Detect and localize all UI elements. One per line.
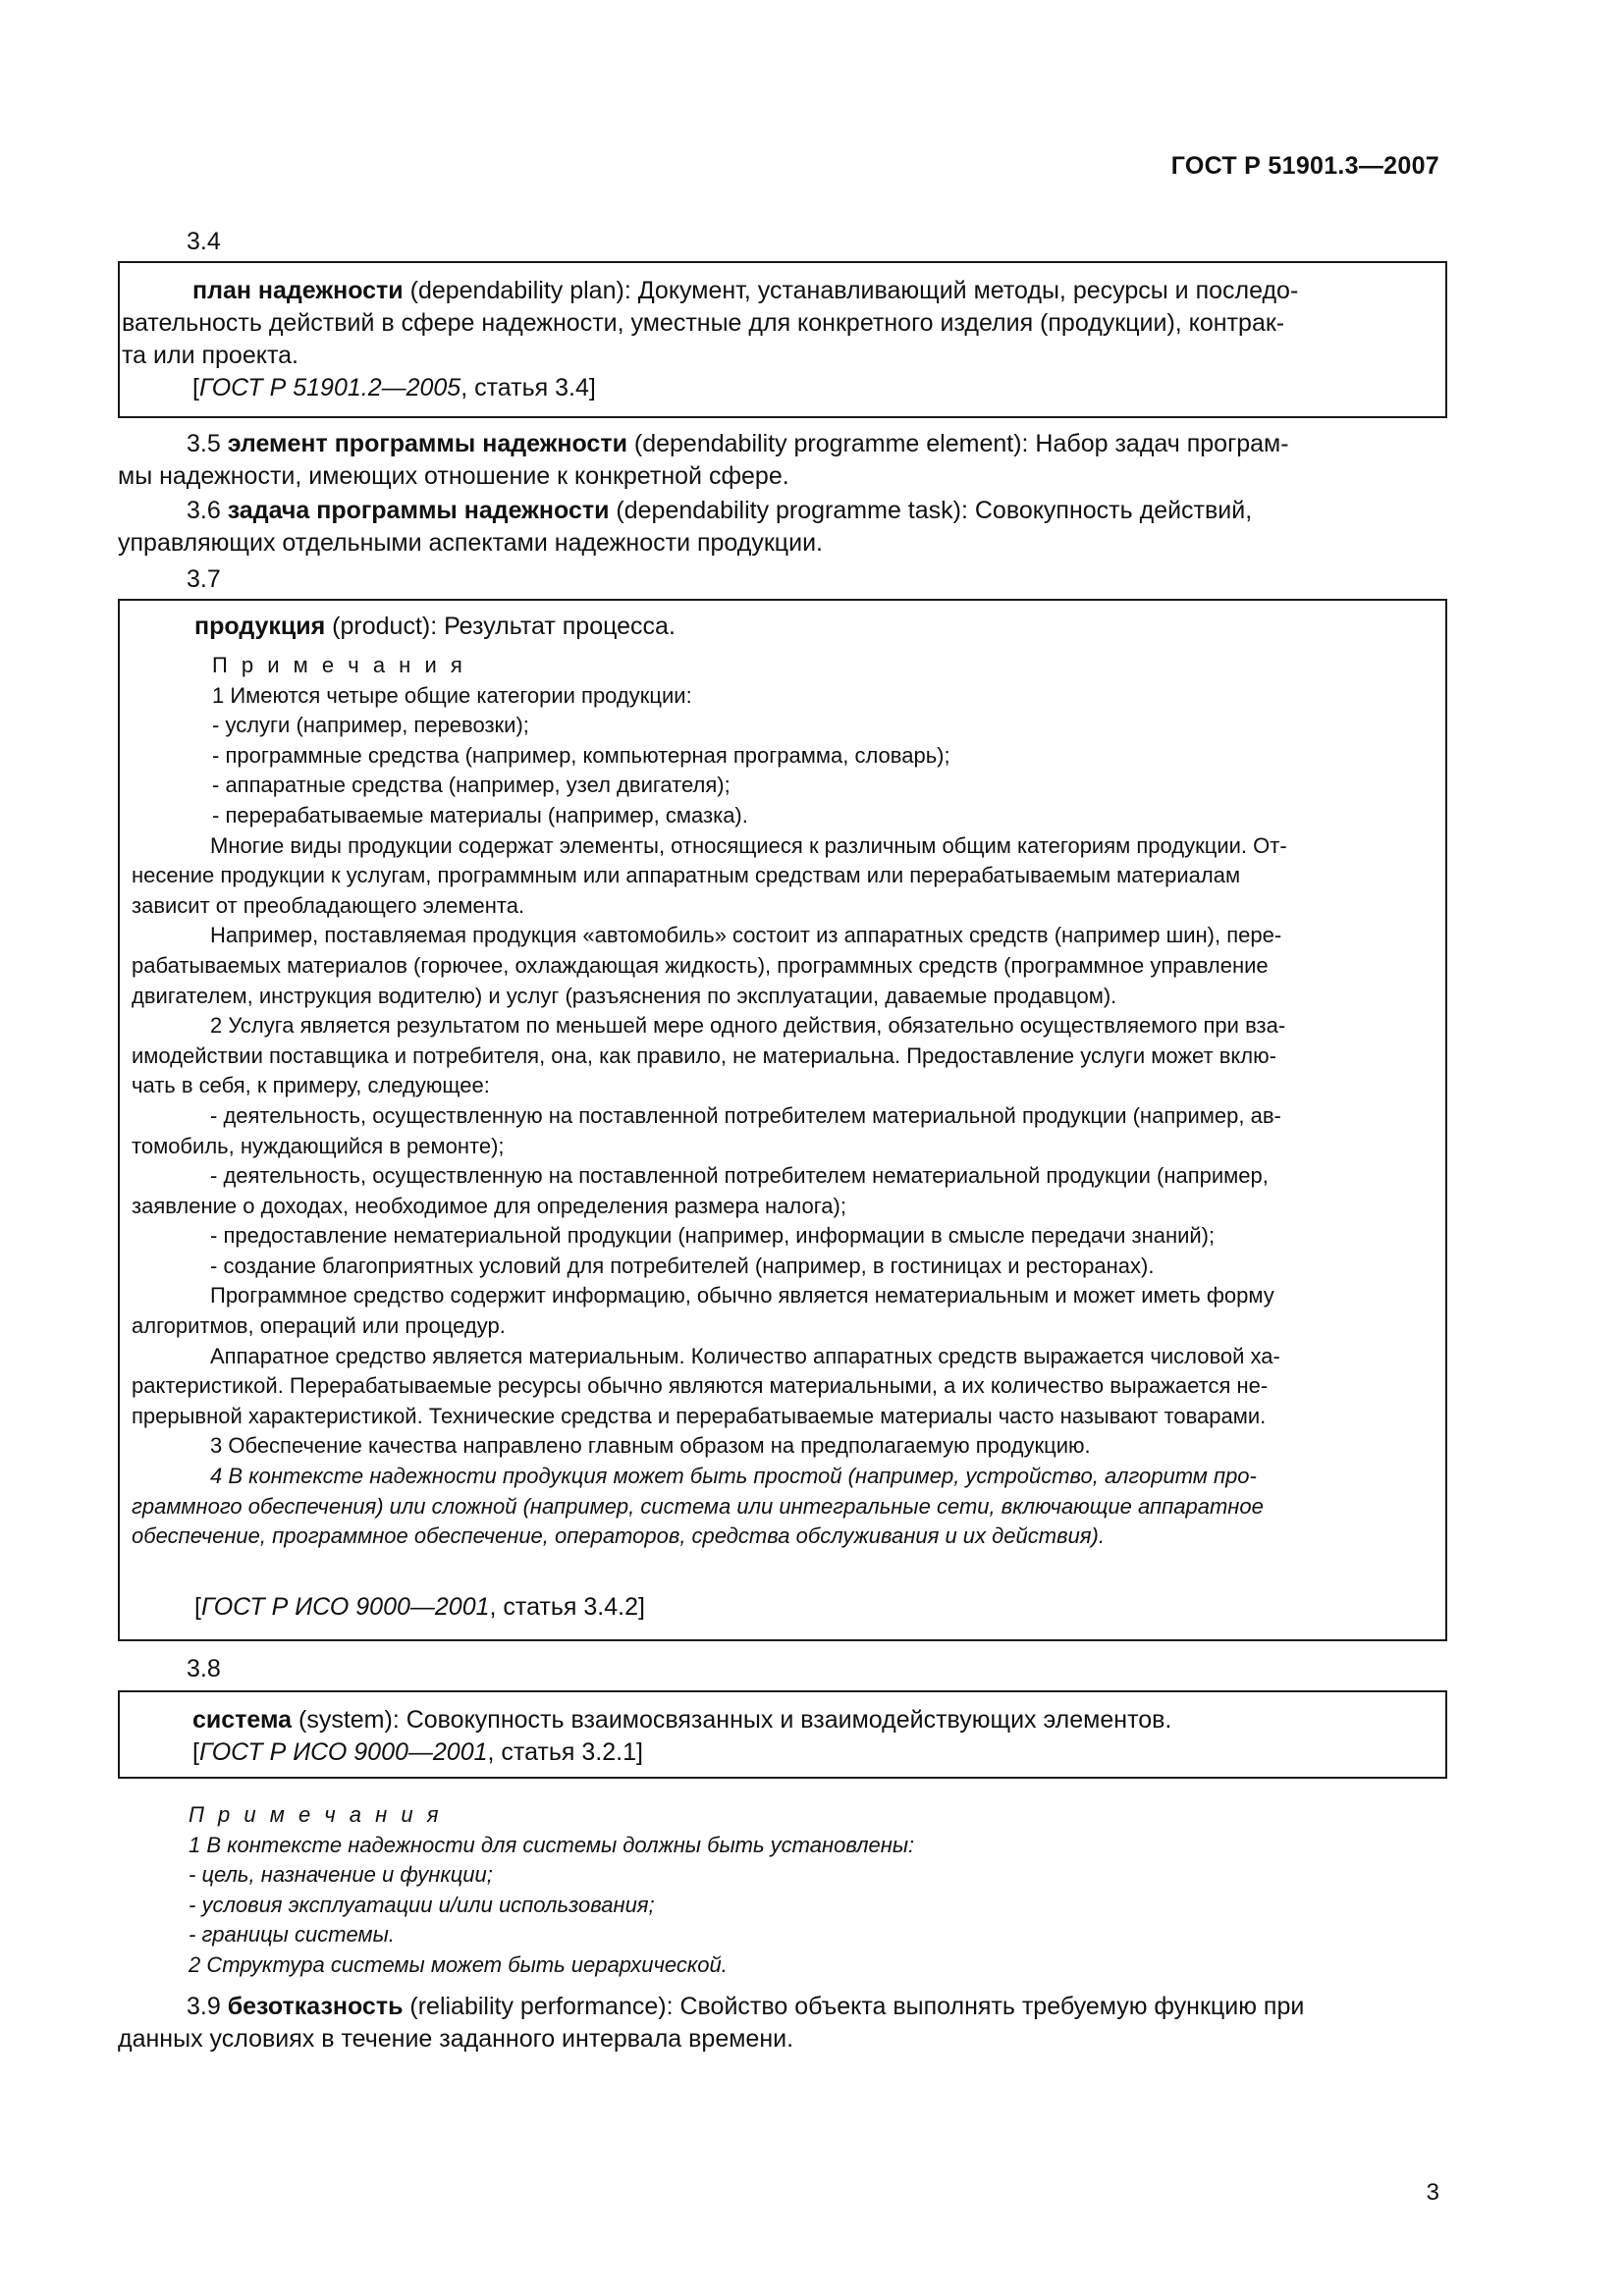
notes-3-8: П р и м е ч а н и я 1 В контексте надежности для системы должны быть установлены: - цель, назначение и функции; - условия эксплуатации и/или использования; - границы системы. 2 Структура системы может быть иерархической. [189, 1800, 1445, 1980]
definition-3-4-line3: та или проекта. [122, 342, 298, 369]
definition-3-4-line1: план надежности (dependability plan): Документ, устанавливающий методы, ресурсы и последо- [192, 277, 1299, 304]
reference-3-8: [ГОСТ Р ИСО 9000—2001, статья 3.2.1] [192, 1738, 643, 1766]
definition-box-3-8 [118, 1690, 1447, 1779]
definition-3-4-line2: вательность действий в сфере надежности, уместные для конкретного изделия (продукции), контрак- [122, 309, 1285, 337]
term-3-7: продукция [194, 613, 326, 640]
page-number: 3 [1426, 2179, 1439, 2206]
notes-title-3-8: П р и м е ч а н и я [189, 1802, 443, 1827]
notes-3-7: П р и м е ч а н и я 1 Имеются четыре общие категории продукции: - услуги (например, перевозки); - программные средства (например, компьютерная программа, словарь); - аппаратные средства (например, узел двигателя); - перерабатываемые материалы (например, смазка). Многие виды продукции содержат элементы, относящиеся к различным общим категориям продукции. От- несение продукции к услугам, программным или аппаратным средствам или перерабатываемым материалам зависит от преобладающего элемента. Например, поставляемая продукция «автомобиль» состоит из аппаратных средств (например шин), пере- рабатываемых материалов (горючее, охлаждающая жидкость), программных средств (программное управление двигателем, инструкция водителю) и услуг (разъяснения по эксплуатации, даваемые продавцом). 2 Услуга является результатом по меньшей мере одного действия, обязательно осуществляемого при вза- имодействии поставщика и потребителя, она, как правило, не материальна. Предоставление услуги может вклю- чать в себя, к примеру, следующее: - деятельность, осуществленную на поставленной потребителем материальной продукции (например, ав- томобиль, нуждающийся в ремонте); - деятельность, осуществленную на поставленной потребителем нематериальной продукции (например, заявление о доходах, необходимое для определения размера налога); - предоставление нематериальной продукции (например, информации в смысле передачи знаний); - создание благоприятных условий для потребителей (например, в гостиницах и ресторанах). Программное средство содержит информацию, обычно является нематериальным и может иметь форму алгоритмов, операций или процедур. Аппаратное средство является материальным. Количество аппаратных средств выражается числовой ха- рактеристикой. Перерабатываемые ресурсы обычно являются материальными, а их количество выражается не- прерывной характеристикой. Технические средства и перерабатываемые материалы часто называют товарами. 3 Обеспечение качества направлено главным образом на предполагаемую продукцию. 4 В контексте надежности продукция может быть простой (например, устройство, алгоритм про- граммного обеспечения) или сложной (например, система или интегральные сети, включающие аппаратное обеспечение, программное обеспечение, операторов, средства обслуживания и их действия). [132, 651, 1434, 1552]
term-3-4: план надежности [192, 277, 404, 304]
definition-box-3-7 [118, 599, 1447, 1641]
term-3-9: 3.9 безотказность (reliability performance): Свойство объекта выполнять требуемую функцию при данных условиях в течение заданного интервала времени. [118, 1993, 1305, 2053]
reference-3-4: [ГОСТ Р 51901.2—2005, статья 3.4] [192, 374, 596, 401]
definition-3-8: система (system): Совокупность взаимосвязанных и взаимодействующих элементов. [192, 1706, 1172, 1734]
term-3-8: система [192, 1706, 293, 1734]
term-number-3-7: 3.7 [187, 565, 221, 593]
definition-3-7: продукция (product): Результат процесса. [194, 613, 676, 640]
document-header: ГОСТ Р 51901.3—2007 [1170, 152, 1439, 180]
term-3-5: 3.5 элемент программы надежности (dependability programme element): Набор задач програм- мы надежности, имеющих отношение к конкретной сфере. [118, 430, 1289, 490]
term-number-3-4: 3.4 [187, 228, 221, 255]
definition-box-3-4 [118, 261, 1447, 418]
term-3-6: 3.6 задача программы надежности (dependability programme task): Совокупность действий, управляющих отдельными аспектами надежности продукции. [118, 497, 1253, 557]
term-number-3-8: 3.8 [187, 1655, 221, 1682]
reference-3-7: [ГОСТ Р ИСО 9000—2001, статья 3.4.2] [194, 1592, 645, 1621]
notes-title-3-7: П р и м е ч а н и я [212, 653, 466, 677]
